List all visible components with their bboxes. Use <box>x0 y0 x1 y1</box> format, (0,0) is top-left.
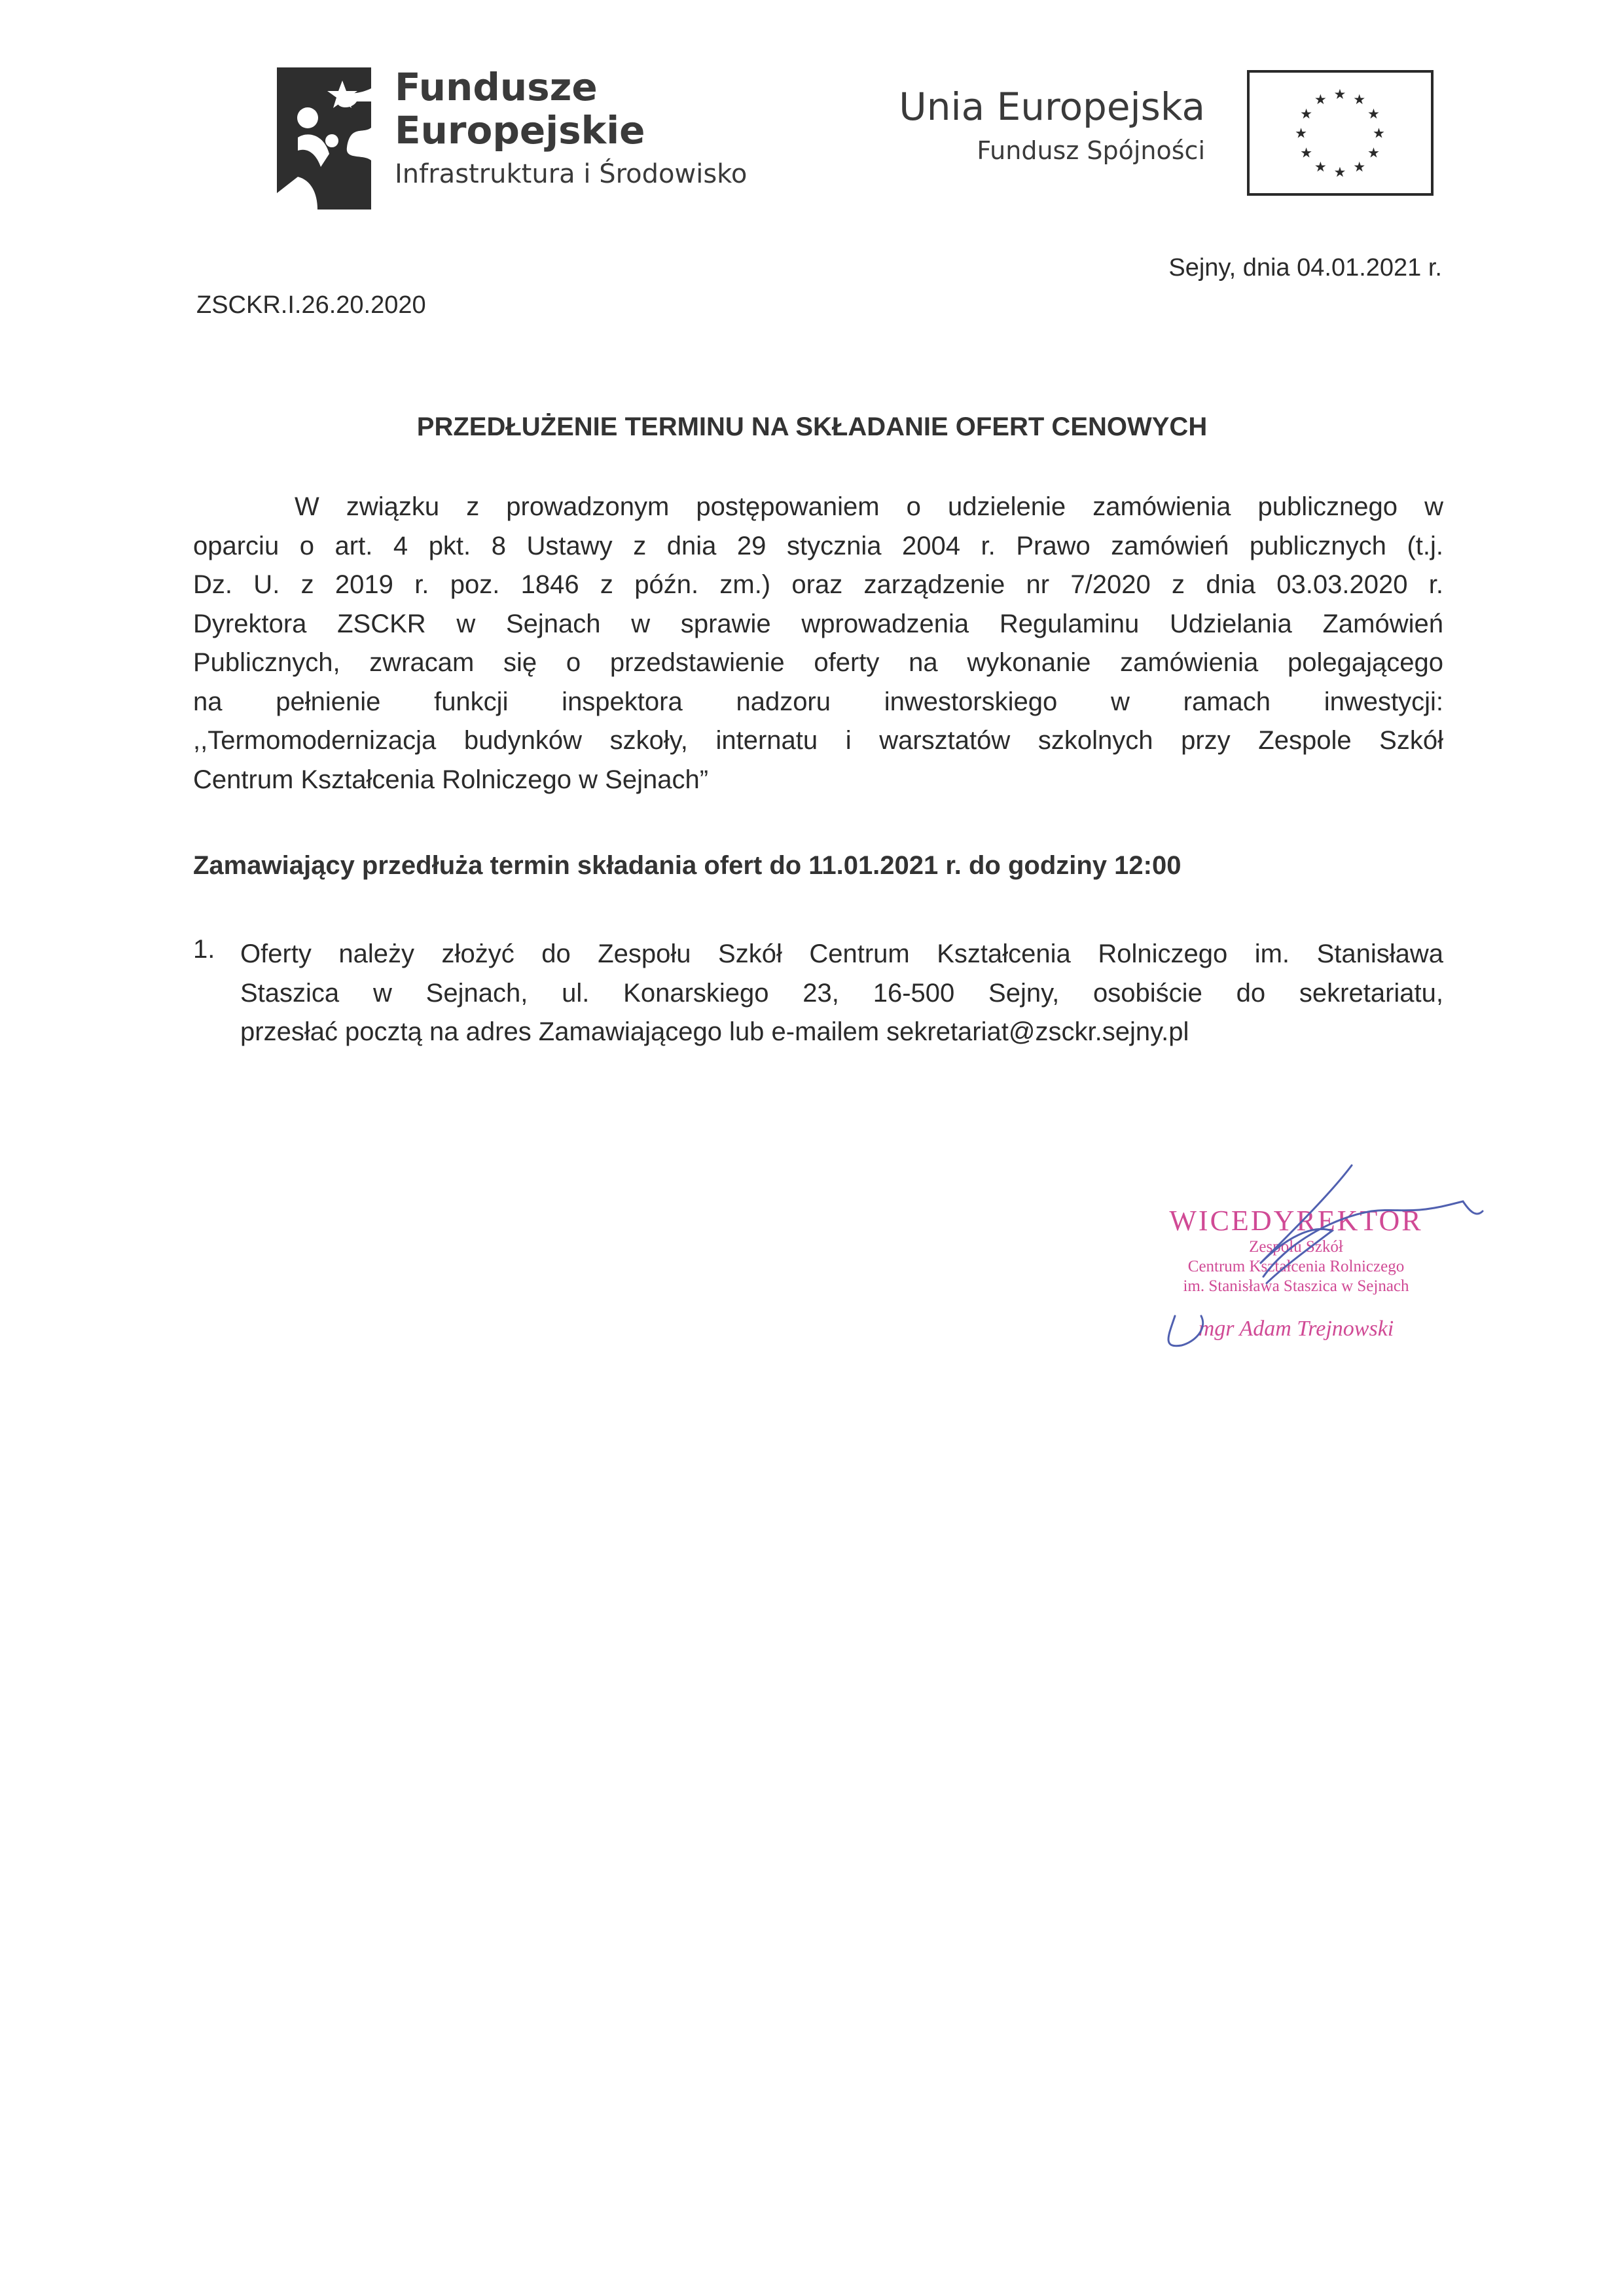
stamp-title: WICEDYREKTOR <box>1169 1205 1423 1237</box>
eu-star-icon: ★ <box>1314 91 1327 108</box>
list-item <box>240 935 1443 1052</box>
eu-star-icon: ★ <box>1333 86 1346 103</box>
body-line: oparciu o art. 4 pkt. 8 Ustawy z dnia 29 stycznia 2004 r. Prawo zamówień publicznych (t.j. <box>193 531 1443 560</box>
eu-star-icon: ★ <box>1300 105 1313 122</box>
document-body <box>193 488 1443 799</box>
eu-star-icon: ★ <box>1314 158 1327 175</box>
eu-star-icon: ★ <box>1353 158 1366 175</box>
body-line: Dz. U. z 2019 r. poz. 1846 z późn. zm.) oraz zarządzenie nr 7/2020 z dnia 03.03.2020 r. <box>193 570 1443 599</box>
list-item-line: przesłać pocztą na adres Zamawiającego lub e-mailem sekretariat@zsckr.sejny.pl <box>240 1017 1189 1046</box>
body-line: Dyrektora ZSCKR w Sejnach w sprawie wprowadzenia Regulaminu Udzielania Zamówień <box>193 609 1443 638</box>
body-line: Centrum Kształcenia Rolniczego w Sejnach” <box>193 765 709 794</box>
eu-logo-line2: Fundusz Spójności <box>977 136 1205 165</box>
eu-star-icon: ★ <box>1333 164 1346 181</box>
eu-logo-text <box>899 84 1205 168</box>
eu-star-icon: ★ <box>1372 124 1385 141</box>
list-item-line: Staszica w Sejnach, ul. Konarskiego 23, 16-500 Sejny, osobiście do sekretariatu, <box>240 978 1443 1008</box>
stamp-line: im. Stanisława Staszica w Sejnach <box>1183 1277 1409 1295</box>
eu-star-icon: ★ <box>1300 144 1313 161</box>
eu-star-icon: ★ <box>1367 105 1380 122</box>
list-item-line: Oferty należy złożyć do Zespołu Szkół Centrum Kształcenia Rolniczego im. Stanisława <box>240 939 1443 968</box>
body-line: Publicznych, zwracam się o przedstawienie oferty na wykonanie zamówienia polegającego <box>193 648 1443 677</box>
eu-flag-icon <box>1247 70 1434 196</box>
body-line: ,,Termomodernizacja budynków szkoły, internatu i warsztatów szkolnych przy Zespole Szkół <box>193 726 1443 755</box>
eu-logo-line1: Unia Europejska <box>899 84 1205 129</box>
body-line: na pełnienie funkcji inspektora nadzoru inwestorskiego w ramach inwestycji: <box>193 687 1443 716</box>
handwritten-signature <box>1136 1152 1489 1362</box>
deadline-notice: Zamawiający przedłuża termin składania ofert do 11.01.2021 r. do godziny 12:00 <box>193 851 1182 880</box>
eu-star-icon: ★ <box>1353 91 1366 108</box>
document-title: PRZEDŁUŻENIE TERMINU NA SKŁADANIE OFERT CENOWYCH <box>416 412 1208 441</box>
stamp-line: Centrum Kształcenia Rolniczego <box>1187 1258 1405 1275</box>
list-item-number: 1. <box>193 935 215 964</box>
document-reference: ZSCKR.I.26.20.2020 <box>196 291 426 319</box>
body-line: W związku z prowadzonym postępowaniem o udzielenie zamówienia publicznego w <box>295 492 1443 521</box>
fe-logo-line3: Infrastruktura i Środowisko <box>395 159 748 189</box>
stamp-name: mgr Adam Trejnowski <box>1198 1317 1394 1341</box>
document-date: Sejny, dnia 04.01.2021 r. <box>1168 254 1442 282</box>
fe-logo-line1: Fundusze <box>395 65 598 109</box>
eu-star-icon: ★ <box>1367 144 1380 161</box>
fe-logo-line2: Europejskie <box>395 108 645 153</box>
fe-logo-text <box>395 65 747 191</box>
stamp-line: Zespołu Szkół <box>1249 1238 1343 1256</box>
fundusze-europejskie-logo-icon <box>272 62 376 210</box>
eu-star-icon: ★ <box>1295 124 1308 141</box>
